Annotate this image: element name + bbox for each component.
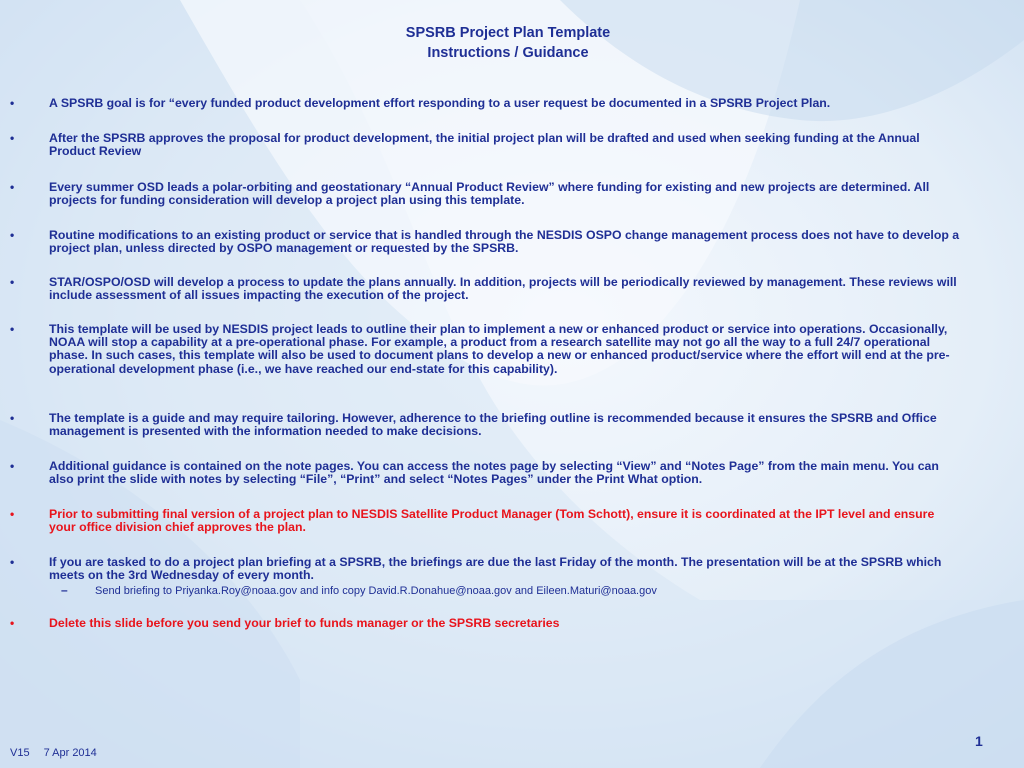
bullet-marker: • bbox=[10, 555, 15, 569]
slide-subtitle: Instructions / Guidance bbox=[427, 45, 589, 61]
bullet-marker: • bbox=[10, 616, 15, 630]
bullet-marker: • bbox=[10, 459, 15, 473]
bullet-text: Routine modifications to an existing product or service that is handled through the NESDIS OSPO change management process does not have to develop a project plan, unless directed by OSPO management or requested by the SPSRB. bbox=[49, 228, 960, 256]
bullet-text: The template is a guide and may require tailoring. However, adherence to the briefing outline is recommended because it ensures the SPSRB and Office management is presented with the information needed to make decisions. bbox=[49, 411, 937, 439]
bullet-text: STAR/OSPO/OSD will develop a process to update the plans annually. In addition, projects will be periodically reviewed by management. These reviews will include assessment of all issues impacting the execution of the project. bbox=[49, 275, 957, 303]
footer-version: V15 bbox=[10, 747, 30, 759]
slide-title: SPSRB Project Plan Template bbox=[405, 25, 611, 41]
bullet-text: This template will be used by NESDIS project leads to outline their plan to implement a new or enhanced product or service into operations. Occasionally, NOAA will stop a capability at a pre-operational phase. For example, a product from a research satellite may not go all the way to a full 24/7 operational phase. In such cases, this template will also be used to document plans to develop a new or enhanced product/service where the effort will end at the pre-operational development phase (i.e., we have reached our end-state for this capability). bbox=[49, 322, 950, 376]
bullet-marker: • bbox=[10, 411, 15, 425]
sub-bullet-text: Send briefing to Priyanka.Roy@noaa.gov and info copy David.R.Donahue@noaa.gov and Eileen.Maturi@noaa.gov bbox=[95, 585, 657, 597]
bullet-marker: • bbox=[10, 96, 15, 110]
sub-bullet-marker: – bbox=[61, 583, 68, 597]
bullet-text: A SPSRB goal is for “every funded product development effort responding to a user request be documented in a SPSRB Project Plan. bbox=[49, 96, 831, 110]
footer bbox=[10, 747, 111, 759]
bullet-marker: • bbox=[10, 228, 15, 242]
bullet-text: Additional guidance is contained on the note pages. You can access the notes page by selecting “View” and “Notes Page” from the main menu. You can also print the slide with notes by selecting “File”, “Print” and select “Notes Pages” under the Print What option. bbox=[49, 459, 939, 487]
bullet-text: After the SPSRB approves the proposal for product development, the initial project plan will be drafted and used when seeking funding at the Annual Product Review bbox=[49, 131, 920, 159]
bullet-marker: • bbox=[10, 322, 15, 336]
footer-date: 7 Apr 2014 bbox=[43, 747, 97, 759]
bullet-marker: • bbox=[10, 507, 15, 521]
bullet-text: If you are tasked to do a project plan briefing at a SPSRB, the briefings are due the last Friday of the month. The presentation will be at the SPSRB which meets on the 3rd Wednesday of every month. bbox=[49, 555, 942, 583]
bullet-marker: • bbox=[10, 131, 15, 145]
bullet-text: Every summer OSD leads a polar-orbiting and geostationary “Annual Product Review” where funding for existing and new projects are determined. All projects for funding consideration will develop a project plan using this template. bbox=[49, 180, 930, 208]
bullet-text: Prior to submitting final version of a project plan to NESDIS Satellite Product Manager (Tom Schott), ensure it is coordinated at the IPT level and ensure your office division chief approves the plan. bbox=[49, 507, 935, 535]
bullet-marker: • bbox=[10, 180, 15, 194]
bullet-text: Delete this slide before you send your brief to funds manager or the SPSRB secretaries bbox=[49, 616, 560, 630]
page-number: 1 bbox=[975, 733, 983, 749]
bullet-marker: • bbox=[10, 275, 15, 289]
